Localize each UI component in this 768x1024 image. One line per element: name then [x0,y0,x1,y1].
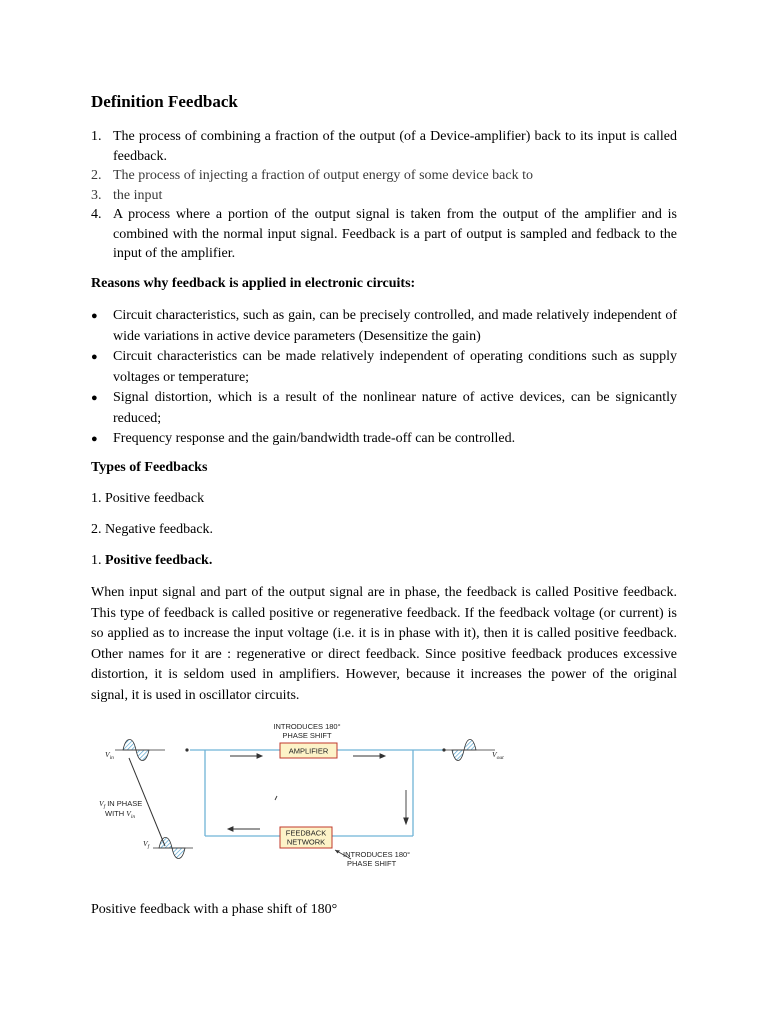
amplifier-label: AMPLIFIER [288,746,329,756]
list-item [91,306,677,347]
positive-feedback-paragraph: When input signal and part of the output signal are in phase, the feedback is called Positive feedback. This type of feedback is called positive or regenerative feedback. If the feedback voltage (or current) is so applied as to increase the input voltage (i.e. it is in phase with it), then it is called positive feedback. Other names for it are : regenerative or direct feedback. Since positive feedback produces excessive distortion, it is seldom used in amplifiers. However, because it increases the power of the original signal, it is used in oscillator circuits. [91,585,677,703]
list-text: The process of combining a fraction of the output (of a Device-amplifier) back to its input is called feedback. [113,129,677,164]
list-text: the input [113,187,163,203]
list-number: 1. [91,129,102,144]
definitions-list [91,127,677,264]
list-text: Circuit characteristics can be made relatively independent of operating conditions such as supply voltages or temperature; [113,349,677,385]
positive-feedback-heading [91,553,212,569]
figure-caption: Positive feedback with a phase shift of 180° [91,902,338,917]
vout-label: $V_{out}$ [492,750,504,761]
type-item: 1. Positive feedback [91,491,205,506]
vin-label: $V_{in}$ [105,750,114,761]
vf-label: $V_f$ [143,839,150,850]
list-text: Circuit characteristics, such as gain, can be precisely controlled, and made relatively independent of wide variations in active device parameters (Desensitize the gain) [113,308,677,344]
types-heading: Types of Feedbacks [91,460,208,475]
amplifier-note-line2: PHASE SHIFT [282,731,332,740]
list-text: Signal distortion, which is a result of the nonlinear nature of active devices, can be signicantly reduced; [113,390,677,426]
feedback-network-block [280,827,332,848]
bullet-icon: ● [91,433,98,445]
bullet-icon: ● [91,351,98,363]
list-item [91,429,677,450]
feedback-waveform [153,838,193,859]
feedback-label-line2: NETWORK [286,837,326,847]
amplifier-note-line1: INTRODUCES 180° [273,722,341,731]
list-item [91,127,677,166]
feedback-note-line1: INTRODUCES 180° [343,850,411,859]
heading-number: 1. [91,553,105,568]
list-item [91,166,677,186]
list-item [91,347,677,388]
phase-note-line2: WITH $V_{in}$ [105,809,136,820]
feedback-note-line2: PHASE SHIFT [347,859,397,868]
input-waveform [115,740,165,761]
list-item [91,186,677,206]
positive-feedback-diagram [95,718,525,873]
phase-note-line1: $V_f$ IN PHASE [99,799,143,810]
list-number: 3. [91,187,102,203]
list-number: 2. [91,168,102,183]
heading-label: Positive feedback. [105,553,213,568]
bullet-icon: ● [91,310,98,322]
bullet-icon: ● [91,392,98,404]
list-item [91,205,677,264]
list-text: A process where a portion of the output signal is taken from the output of the amplifier and is combined with the normal input signal. Feedback is a part of output is sampled and fedback to the input of the amplifier. [113,207,677,261]
page-title: Definition Feedback [91,92,238,111]
list-text: The process of injecting a fraction of output energy of some device back to [113,168,533,183]
flow-arrows [228,754,408,831]
type-item: 2. Negative feedback. [91,522,214,537]
list-number: 4. [91,207,102,222]
feedback-label-line1: FEEDBACK [285,828,327,838]
list-text: Frequency response and the gain/bandwidth trade-off can be controlled. [113,431,516,446]
input-node [185,748,188,751]
list-item [91,388,677,429]
reasons-heading: Reasons why feedback is applied in electronic circuits: [91,276,416,291]
amplifier-block [280,743,337,758]
output-waveform [445,740,495,761]
reasons-list [91,306,677,450]
